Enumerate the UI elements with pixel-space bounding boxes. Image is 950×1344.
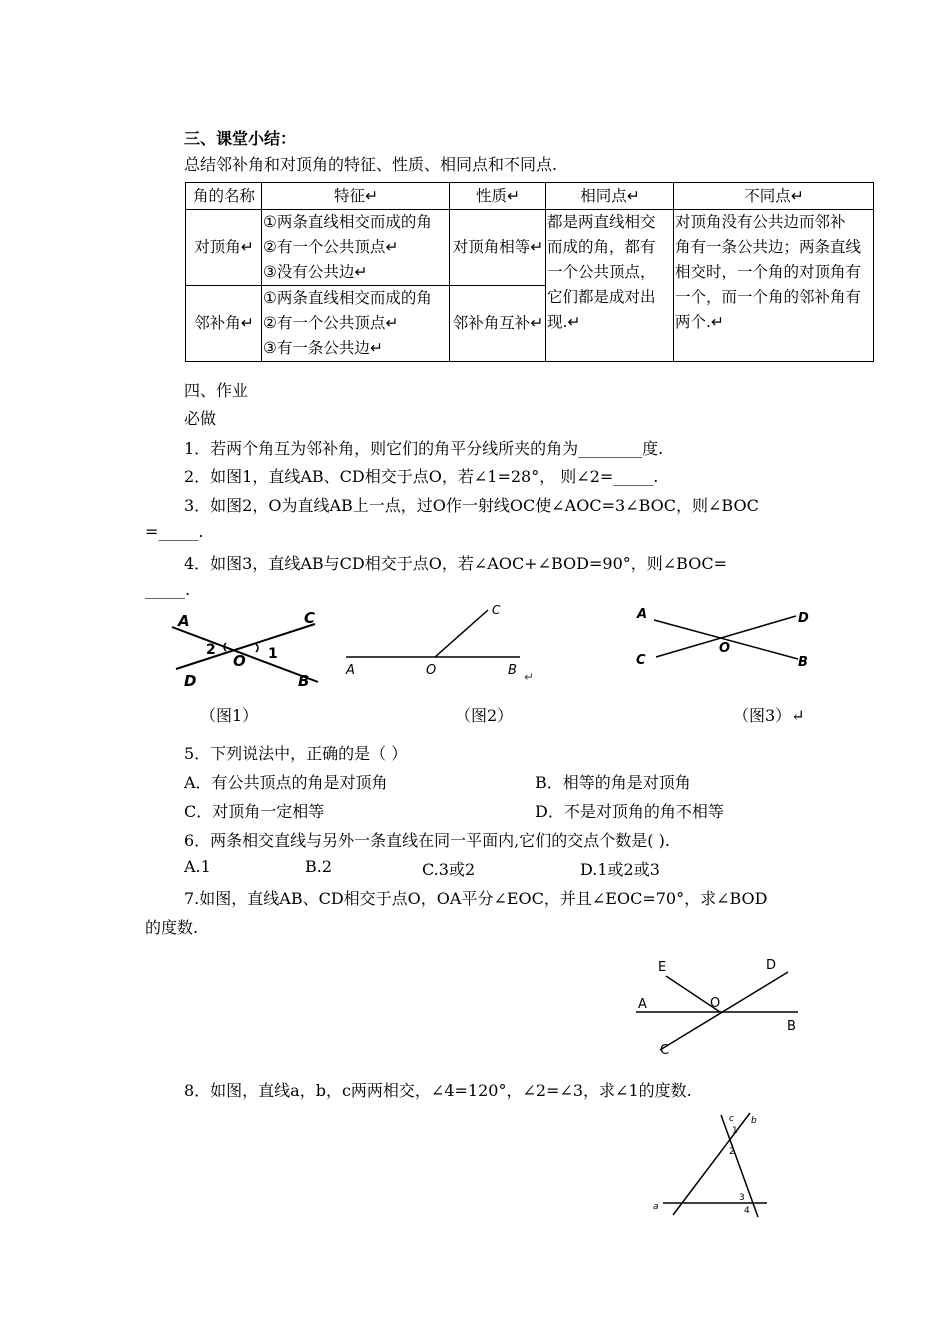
- fig8-label-2: 2: [729, 1147, 735, 1157]
- diff-line: 相交时，一个角的对顶角有: [675, 263, 862, 281]
- question-6-option-c: C.3或2: [422, 860, 476, 879]
- header-different: 不同点↵: [674, 183, 874, 210]
- question-6-option-a: A.1: [184, 857, 211, 876]
- fig7-label-o: O: [710, 996, 721, 1011]
- fig7-label-c: C: [660, 1043, 670, 1058]
- question-6-option-b: B.2: [305, 857, 333, 876]
- question-5-option-d: D．不是对顶角的角不相等: [535, 802, 724, 821]
- fig8-label-4: 4: [744, 1206, 750, 1216]
- fig3-label-c: C: [636, 653, 646, 668]
- fig2-label-c: C: [492, 604, 501, 617]
- question-5-option-c: C．对顶角一定相等: [184, 802, 325, 821]
- figure-3-caption: （图3）↵: [733, 706, 805, 725]
- section-3-intro: 总结邻补角和对顶角的特征、性质、相同点和不同点.: [184, 155, 558, 174]
- feature-line: ①两条直线相交而成的角: [263, 213, 432, 231]
- feature-line: ③没有公共边↵: [263, 263, 368, 281]
- table-row: [186, 210, 874, 286]
- fig8-label-b: b: [751, 1116, 757, 1126]
- fig1-label-b: B: [298, 672, 310, 690]
- question-5-option-a: A．有公共顶点的角是对顶角: [184, 773, 388, 792]
- section-4-title: 四、作业: [184, 381, 249, 400]
- question-6-stem: 6．两条相交直线与另外一条直线在同一平面内,它们的交点个数是( ).: [184, 831, 670, 850]
- question-1: 1．若两个角互为邻补角，则它们的角平分线所夹的角为________度.: [184, 439, 664, 458]
- row-name-vertical: 对顶角↵: [186, 210, 262, 286]
- fig2-return-mark: ↵: [524, 670, 535, 684]
- figure-1-caption: （图1）: [200, 706, 259, 725]
- row-features-vertical: [262, 210, 450, 286]
- diff-line: 两个.↵: [675, 313, 724, 331]
- fig2-label-b: B: [508, 663, 517, 678]
- question-6-option-d: D.1或2或3: [580, 860, 660, 879]
- summary-table: [185, 182, 874, 362]
- figure-7: [630, 952, 810, 1064]
- figure-2-caption: （图2）: [455, 706, 514, 725]
- row-property-adjacent: 邻补角互补↵: [450, 286, 546, 362]
- question-8-line-1: 8．如图，直线a，b，c两两相交，∠4=120°，∠2=∠3，求∠1的度数.: [184, 1081, 692, 1100]
- row-features-adjacent: [262, 286, 450, 362]
- fig8-label-c: c: [729, 1114, 734, 1124]
- fig1-label-a: A: [178, 612, 190, 630]
- question-3-line-1: 3．如图2，O为直线AB上一点，过O作一射线OC使∠AOC=3∠BOC，则∠BOC: [184, 496, 759, 515]
- diff-line: 对顶角没有公共边而邻补: [675, 213, 846, 231]
- header-property: 性质↵: [450, 183, 546, 210]
- fig3-label-a: A: [637, 607, 648, 622]
- fig1-label-1: 1: [268, 646, 278, 662]
- fig3-label-b: B: [798, 655, 808, 670]
- row-name-adjacent: 邻补角↵: [186, 286, 262, 362]
- question-3-line-2: =_____.: [145, 522, 204, 541]
- figure-8: [645, 1105, 775, 1220]
- same-line: 一个公共顶点，: [547, 263, 656, 281]
- figure-1: [168, 606, 328, 692]
- fig7-label-b: B: [787, 1019, 796, 1034]
- diff-line: 角有一条公共边；两条直线: [675, 238, 862, 256]
- fig7-label-d: D: [766, 958, 777, 973]
- section-3-title: 三、课堂小结：: [184, 129, 297, 148]
- diff-line: 一个，而一个角的邻补角有: [675, 288, 862, 306]
- same-line: 而成的角，都有: [547, 238, 656, 256]
- feature-line: ③有一条公共边↵: [263, 339, 383, 357]
- fig1-label-o: O: [233, 652, 246, 670]
- same-line: 现.↵: [547, 313, 581, 331]
- fig1-label-d: D: [184, 672, 197, 690]
- fig1-label-2: 2: [206, 642, 216, 658]
- fig7-label-e: E: [658, 960, 667, 975]
- feature-line: ①两条直线相交而成的角: [263, 289, 432, 307]
- fig3-label-d: D: [798, 611, 809, 626]
- same-line: 它们都是成对出: [547, 288, 656, 306]
- feature-line: ②有一个公共顶点↵: [263, 238, 399, 256]
- feature-line: ②有一个公共顶点↵: [263, 314, 399, 332]
- question-7-line-2: 的度数.: [145, 918, 199, 937]
- fig1-label-c: C: [304, 609, 316, 627]
- question-2: 2．如图1，直线AB、CD相交于点O，若∠1=28°， 则∠2=_____.: [184, 467, 659, 486]
- same-line: 都是两直线相交: [547, 213, 656, 231]
- header-feature: 特征↵: [262, 183, 450, 210]
- header-angle-name: 角的名称: [186, 183, 262, 210]
- row-property-vertical: 对顶角相等↵: [450, 210, 546, 286]
- section-4-subtitle: 必做: [184, 409, 217, 428]
- figure-3: [630, 600, 820, 680]
- different-points-cell: [674, 210, 874, 362]
- question-5-stem: 5．下列说法中，正确的是（ ）: [184, 744, 408, 763]
- fig2-label-a: A: [346, 663, 355, 678]
- table-header-row: [186, 183, 874, 210]
- question-4-line-1: 4．如图3，直线AB与CD相交于点O，若∠AOC+∠BOD=90°，则∠BOC=: [184, 554, 727, 573]
- fig2-label-o: O: [426, 663, 437, 678]
- question-5-option-b: B．相等的角是对顶角: [535, 773, 691, 792]
- header-same: 相同点↵: [546, 183, 674, 210]
- fig8-label-3: 3: [739, 1193, 745, 1203]
- fig8-label-a: a: [653, 1202, 659, 1212]
- same-points-cell: [546, 210, 674, 362]
- fig8-label-1: 1: [732, 1126, 738, 1136]
- question-7-line-1: 7.如图，直线AB、CD相交于点O，OA平分∠EOC，并且∠EOC=70°，求∠BOD: [184, 889, 768, 908]
- fig3-label-o: O: [719, 641, 731, 656]
- figure-2: [340, 604, 550, 690]
- question-4-line-2: _____.: [145, 580, 191, 599]
- fig7-label-a: A: [638, 997, 647, 1012]
